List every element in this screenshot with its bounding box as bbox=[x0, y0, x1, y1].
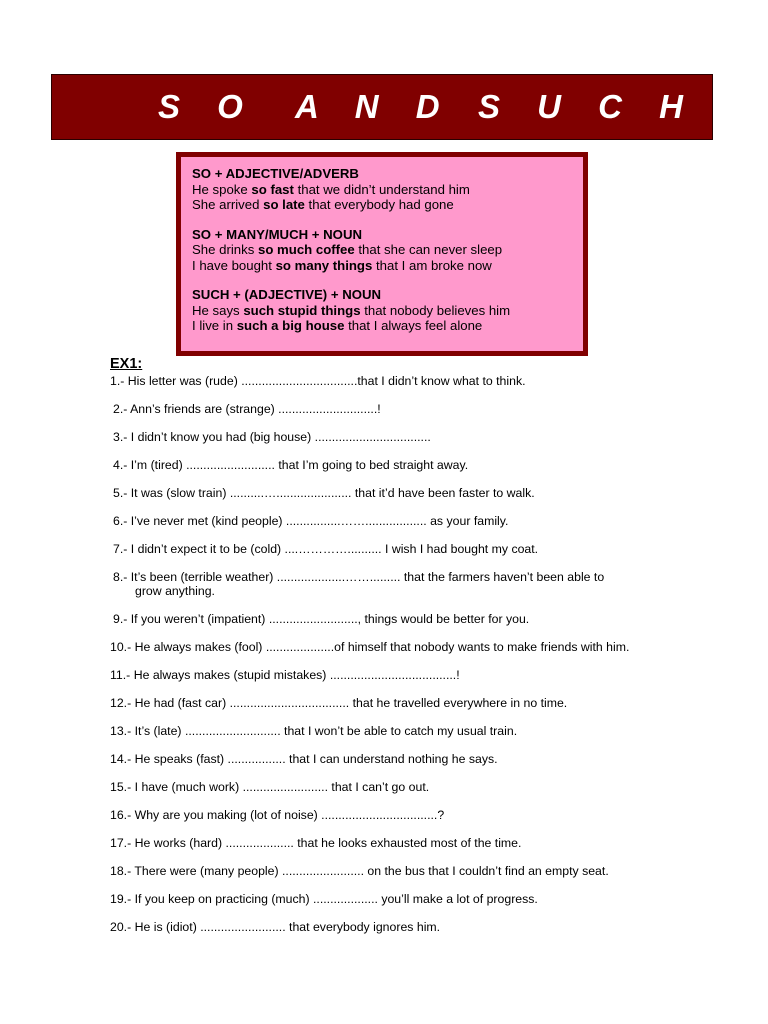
exercise-item bbox=[113, 486, 535, 500]
exercise-item bbox=[110, 696, 567, 710]
exercise-item-continuation: grow anything. bbox=[135, 584, 215, 598]
exercise-item-text: 6.- I’ve never met (kind people) ................…….................. as your family. bbox=[113, 514, 509, 528]
exercise-item-text: 14.- He speaks (fast) ................. that I can understand nothing he says. bbox=[110, 752, 498, 766]
rule-example-highlight: so many things bbox=[275, 257, 373, 273]
exercise-item bbox=[110, 724, 517, 738]
exercise-item-text: 20.- He is (idiot) ......................... that everybody ignores him. bbox=[110, 920, 441, 934]
exercise-item-text: 12.- He had (fast car) ................................... that he travelled everywhere in no time. bbox=[110, 696, 568, 710]
exercise-item bbox=[110, 640, 629, 654]
exercise-item-text: 4.- I’m (tired) .......................... that I’m going to bed straight away. bbox=[113, 458, 469, 472]
rule-example-text: that she can never sleep bbox=[354, 242, 503, 257]
rule-example-text: She arrived bbox=[192, 197, 264, 212]
title-word-such: S U C H bbox=[478, 88, 698, 125]
title-word-and: A N D bbox=[295, 88, 454, 125]
rule-example-text: He spoke bbox=[192, 181, 252, 197]
exercise-item-text: 8.- It’s been (terrible weather) ....................……......... that the farmers haven’t been able to bbox=[113, 570, 605, 584]
exercise-item bbox=[113, 542, 538, 556]
rule-group bbox=[192, 227, 573, 274]
rule-example-highlight: so fast bbox=[251, 181, 294, 197]
rule-example-text: that I am broke now bbox=[372, 257, 492, 273]
rule-example-highlight: so late bbox=[263, 197, 305, 212]
rule-heading: SUCH + (ADJECTIVE) + NOUN bbox=[192, 287, 382, 302]
exercise-item bbox=[110, 808, 444, 822]
exercise-item bbox=[113, 458, 468, 472]
rule-example-text: I live in bbox=[192, 318, 237, 333]
exercise-item bbox=[110, 864, 609, 878]
exercise-item-text: 17.- He works (hard) .................... that he looks exhausted most of the time. bbox=[110, 836, 522, 850]
rule-example bbox=[192, 303, 573, 319]
exercise-item-text: 16.- Why are you making (lot of noise) ..................................? bbox=[110, 808, 445, 822]
grammar-rules-panel bbox=[181, 157, 583, 351]
exercise-item bbox=[113, 430, 431, 444]
exercise-item bbox=[110, 920, 440, 934]
exercise-item-text: 11.- He always makes (stupid mistakes) .....................................! bbox=[110, 668, 460, 682]
rule-example-text: She drinks bbox=[192, 242, 258, 257]
rule-example-highlight: such a big house bbox=[236, 318, 345, 333]
exercise-item bbox=[110, 668, 460, 682]
exercise-item bbox=[110, 892, 538, 906]
rule-example bbox=[192, 258, 573, 274]
exercise-item-text: 10.- He always makes (fool) ....................of himself that nobody wants to make friends with him. bbox=[110, 640, 630, 654]
rule-example bbox=[192, 318, 573, 334]
exercise-item-text: 1.- His letter was (rude) ..................................that I didn’t know what to think. bbox=[110, 374, 526, 388]
exercise-item bbox=[110, 374, 526, 388]
exercise-item bbox=[113, 570, 604, 598]
rule-group bbox=[192, 287, 573, 334]
rule-example-highlight: so much coffee bbox=[257, 242, 355, 257]
rule-example-text: that I always feel alone bbox=[344, 318, 483, 333]
exercise-item bbox=[113, 514, 508, 528]
rule-example bbox=[192, 182, 573, 198]
rule-example-text: that nobody believes him bbox=[360, 302, 511, 318]
rule-heading: SO + MANY/MUCH + NOUN bbox=[192, 226, 362, 242]
exercise-item-text: 19.- If you keep on practicing (much) ................... you’ll make a lot of progress. bbox=[110, 892, 538, 906]
title-word-so: S O bbox=[158, 88, 257, 125]
exercise-item-text: 18.- There were (many people) ........................ on the bus that I couldn’t find an empty seat. bbox=[110, 864, 609, 878]
rule-example-highlight: such stupid things bbox=[243, 302, 361, 318]
title-banner bbox=[51, 74, 713, 140]
rule-group bbox=[192, 166, 573, 213]
rule-example bbox=[192, 242, 573, 258]
rule-example-text: He says bbox=[192, 302, 244, 318]
rule-example-text: that we didn’t understand him bbox=[293, 181, 470, 197]
rule-heading: SO + ADJECTIVE/ADVERB bbox=[192, 166, 359, 181]
exercise-item-text: 2.- Ann’s friends are (strange) .............................! bbox=[113, 402, 381, 416]
exercise-item bbox=[110, 752, 498, 766]
exercise-item-text: 3.- I didn’t know you had (big house) .................................. bbox=[113, 430, 431, 444]
exercise-item bbox=[110, 836, 521, 850]
rule-example-text: that everybody had gone bbox=[304, 197, 454, 212]
exercise-item-text: 9.- If you weren’t (impatient) .........................., things would be better for you. bbox=[113, 612, 530, 626]
exercise-item-text: 7.- I didn’t expect it to be (cold) ....………….......... I wish I had bought my coat. bbox=[113, 542, 539, 556]
rule-example bbox=[192, 197, 573, 213]
rule-example-text: I have bought bbox=[192, 257, 276, 273]
exercise-heading: EX1: bbox=[110, 356, 143, 372]
exercise-item bbox=[110, 780, 429, 794]
grammar-rules-box bbox=[176, 152, 588, 356]
exercise-item bbox=[113, 402, 381, 416]
exercise-item-text: 5.- It was (slow train) ..........…...................... that it’d have been faster to walk. bbox=[113, 486, 535, 500]
exercise-item-text: 15.- I have (much work) ......................... that I can’t go out. bbox=[110, 780, 430, 794]
exercise-item-text: 13.- It’s (late) ............................ that I won’t be able to catch my usual train. bbox=[110, 724, 518, 738]
exercise-item bbox=[113, 612, 529, 626]
